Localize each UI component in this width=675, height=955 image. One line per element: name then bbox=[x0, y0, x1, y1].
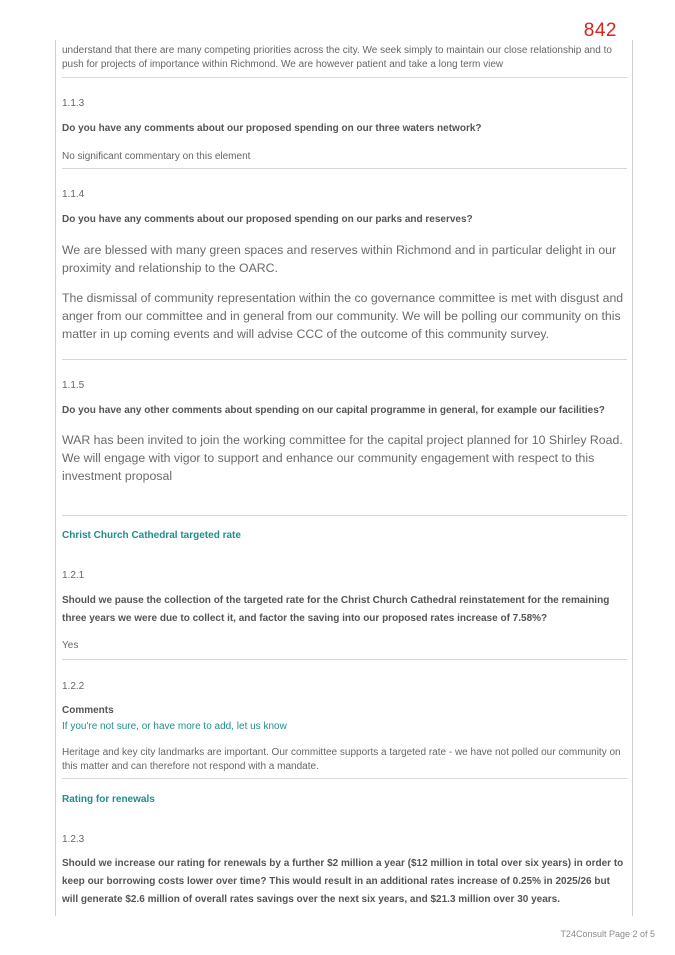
answer-1-2-1: Yes bbox=[62, 640, 79, 651]
question-1-1-5: Do you have any other comments about spending on our capital programme in general, for example our facilities? bbox=[62, 405, 605, 416]
page-footer: T24Consult Page 2 of 5 bbox=[560, 929, 655, 939]
question-number-1-1-4: 1.1.4 bbox=[62, 189, 85, 200]
question-number-1-1-3: 1.1.3 bbox=[62, 98, 85, 109]
question-1-2-3: Should we increase our rating for renewals by a further $2 million a year ($12 million in total over six years) in order to keep our borrowing costs lower over time? This would result in an additional rates increase of 0.25% in 2025/26 but will generate $2.6 million of overall rates savings over the next six years, and $21.3 million over 30 years. bbox=[62, 858, 624, 905]
divider bbox=[62, 77, 627, 78]
answer-1-1-3: No significant commentary on this element bbox=[62, 151, 251, 162]
question-1-1-4: Do you have any comments about our proposed spending on our parks and reserves? bbox=[62, 214, 473, 225]
question-number-1-2-1: 1.2.1 bbox=[62, 570, 85, 581]
question-number-1-1-5: 1.1.5 bbox=[62, 380, 85, 391]
section-heading-rating-renewals: Rating for renewals bbox=[62, 794, 155, 805]
divider bbox=[62, 659, 627, 660]
question-number-1-2-2: 1.2.2 bbox=[62, 681, 85, 692]
answer-1-1-5: WAR has been invited to join the working committee for the capital project planned for 10 Shirley Road. We will engage with vigor to support and enhance our community engagement with respect to this investment proposal bbox=[62, 433, 623, 483]
question-1-1-3: Do you have any comments about our proposed spending on our three waters network? bbox=[62, 123, 482, 134]
answer-1-1-4-paragraph-2: The dismissal of community representation within the co governance committee is met with disgust and anger from our committee and in general from our community. We will be polling our community on this matter in up coming events and will advise CCC of the outcome of this community survey. bbox=[62, 291, 624, 341]
page-number-stamp: 842 bbox=[583, 20, 617, 41]
question-1-2-1: Should we pause the collection of the targeted rate for the Christ Church Cathedral reinstatement for the remaining three years we were due to collect it, and factor the saving into our proposed rates increase of 7.58%? bbox=[62, 595, 610, 624]
answer-1-2-2: Heritage and key city landmarks are important. Our committee supports a targeted rate - we have not polled our community on this matter and can therefore not respond with a mandate. bbox=[62, 747, 621, 772]
section-heading-cathedral-rate: Christ Church Cathedral targeted rate bbox=[62, 530, 241, 541]
divider bbox=[62, 359, 627, 360]
question-number-1-2-3: 1.2.3 bbox=[62, 834, 85, 845]
answer-1-1-4-paragraph-1: We are blessed with many green spaces and reserves within Richmond and in particular delight in our proximity and relationship to the OARC. bbox=[62, 243, 617, 275]
divider bbox=[62, 515, 627, 516]
divider bbox=[62, 778, 627, 779]
intro-continuation-text: understand that there are many competing priorities across the city. We seek simply to maintain our close relationship and to push for projects of importance within Richmond. We are however patient and take a long term view bbox=[62, 45, 612, 70]
question-1-2-2: Comments bbox=[62, 705, 114, 716]
comments-hint: If you're not sure, or have more to add, let us know bbox=[62, 721, 287, 732]
divider bbox=[62, 168, 627, 169]
